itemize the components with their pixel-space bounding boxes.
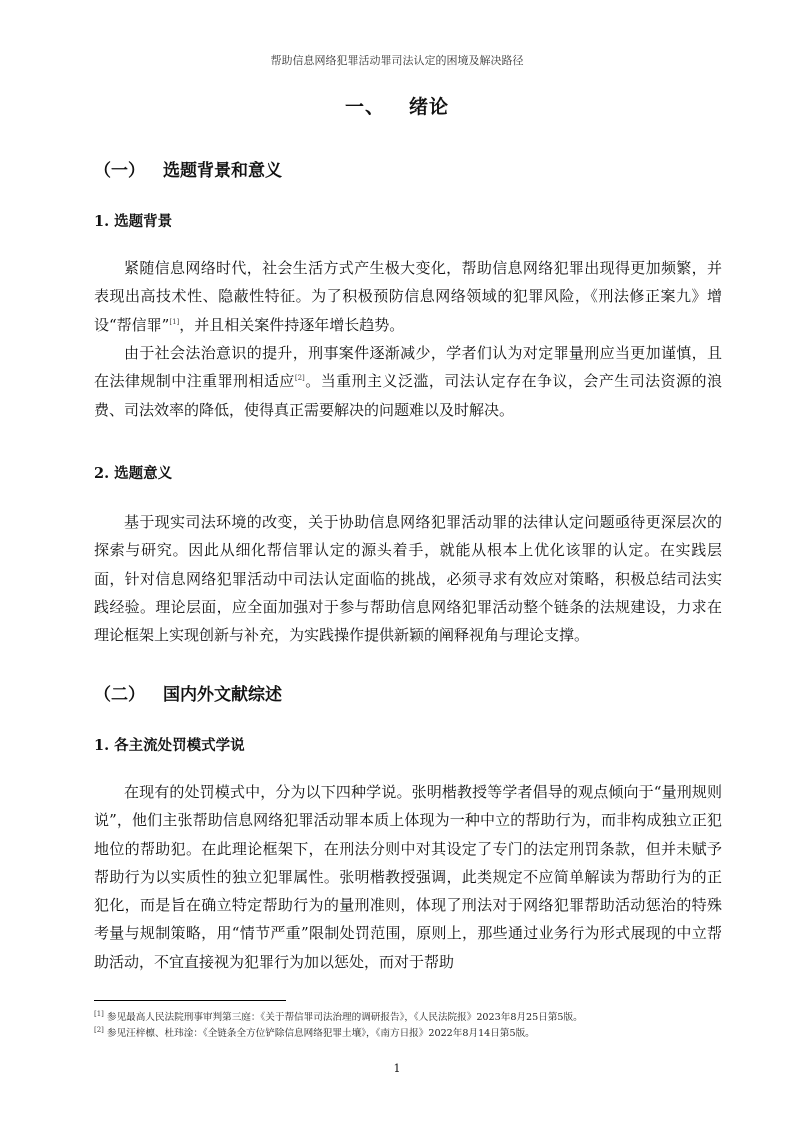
section-number: （二） (94, 685, 145, 705)
section-title: 选题背景和意义 (163, 161, 282, 181)
subsection-heading: 1. 各主流处罚模式学说 (94, 737, 245, 754)
section-number: （一） (94, 161, 145, 181)
section-title: 国内外文献综述 (163, 685, 282, 705)
chapter-number: 一、 (344, 96, 385, 118)
footnote-2: [2] 参见汪梓檩、杜玮淦：《全链条全方位铲除信息网络犯罪土壤》，《南方日报》2022年8月14日第5版。 (94, 1025, 535, 1039)
chapter-title-text: 绪论 (409, 96, 450, 118)
footnote-1: [1] 参见最高人民法院刑事审判第三庭：《关于帮信罪司法治理的调研报告》，《人民法院报》2023年8月25日第5版。 (94, 1009, 583, 1023)
section-heading-1 (94, 156, 282, 181)
subsection-heading: 2. 选题意义 (94, 465, 173, 482)
body-paragraph: 紧随信息网络时代，社会生活方式产生极大变化，帮助信息网络犯罪出现得更加频繁，并表现出高技术性、隐蔽性特征。为了积极预防信息网络领域的犯罪风险，《刑法修正案九》增设“帮信罪”[1]，并且相关案件持逐年增长趋势。 (94, 259, 722, 334)
footnote-ref[interactable]: [2] (294, 374, 305, 383)
running-header: 帮助信息网络犯罪活动罪司法认定的困境及解决路径 (270, 54, 524, 67)
footnote-mark: [1] (94, 1009, 104, 1018)
section-heading-2 (94, 680, 282, 705)
subsection-heading: 1. 选题背景 (94, 213, 173, 230)
footnote-ref[interactable]: [1] (169, 317, 180, 326)
body-paragraph: 基于现实司法环境的改变，关于协助信息网络犯罪活动罪的法律认定问题亟待更深层次的探索与研究。因此从细化帮信罪认定的源头着手，就能从根本上优化该罪的认定。在实践层面，针对信息网络犯罪活动中司法认定面临的挑战，必须寻求有效应对策略，积极总结司法实践经验。理论层面，应全面加强对于参与帮助信息网络犯罪活动整个链条的法规建设，力求在理论框架上实现创新与补充，为实践操作提供新颖的阐释视角与理论支撑。 (94, 513, 722, 645)
footnote-mark: [2] (94, 1025, 104, 1034)
body-paragraph: 由于社会法治意识的提升，刑事案件逐渐减少，学者们认为对定罪量刑应当更加谨慎，且在法律规制中注重罪刑相适应[2]。当重刑主义泛滥，司法认定存在争议，会产生司法资源的浪费、司法效率的降低，使得真正需要解决的问题难以及时解决。 (94, 344, 722, 419)
chapter-title (0, 92, 794, 119)
body-paragraph: 在现有的处罚模式中，分为以下四种学说。张明楷教授等学者倡导的观点倾向于“量刑规则说”，他们主张帮助信息网络犯罪活动罪本质上体现为一种中立的帮助行为，而非构成独立正犯地位的帮助犯。在此理论框架下，在刑法分则中对其设定了专门的法定刑罚条款，但并未赋予帮助行为以实质性的独立犯罪属性。张明楷教授强调，此类规定不应简单解读为帮助行为的正犯化，而是旨在确立特定帮助行为的量刑准则，体现了刑法对于网络犯罪帮助活动惩治的特殊考量与规制策略，用“情节严重”限制处罚范围，原则上，那些通过业务行为形式展现的中立帮助活动，不宜直接视为犯罪行为加以惩处，而对于帮助 (94, 783, 722, 971)
footnote-separator (94, 1000, 286, 1001)
page-number: 1 (393, 1062, 401, 1075)
